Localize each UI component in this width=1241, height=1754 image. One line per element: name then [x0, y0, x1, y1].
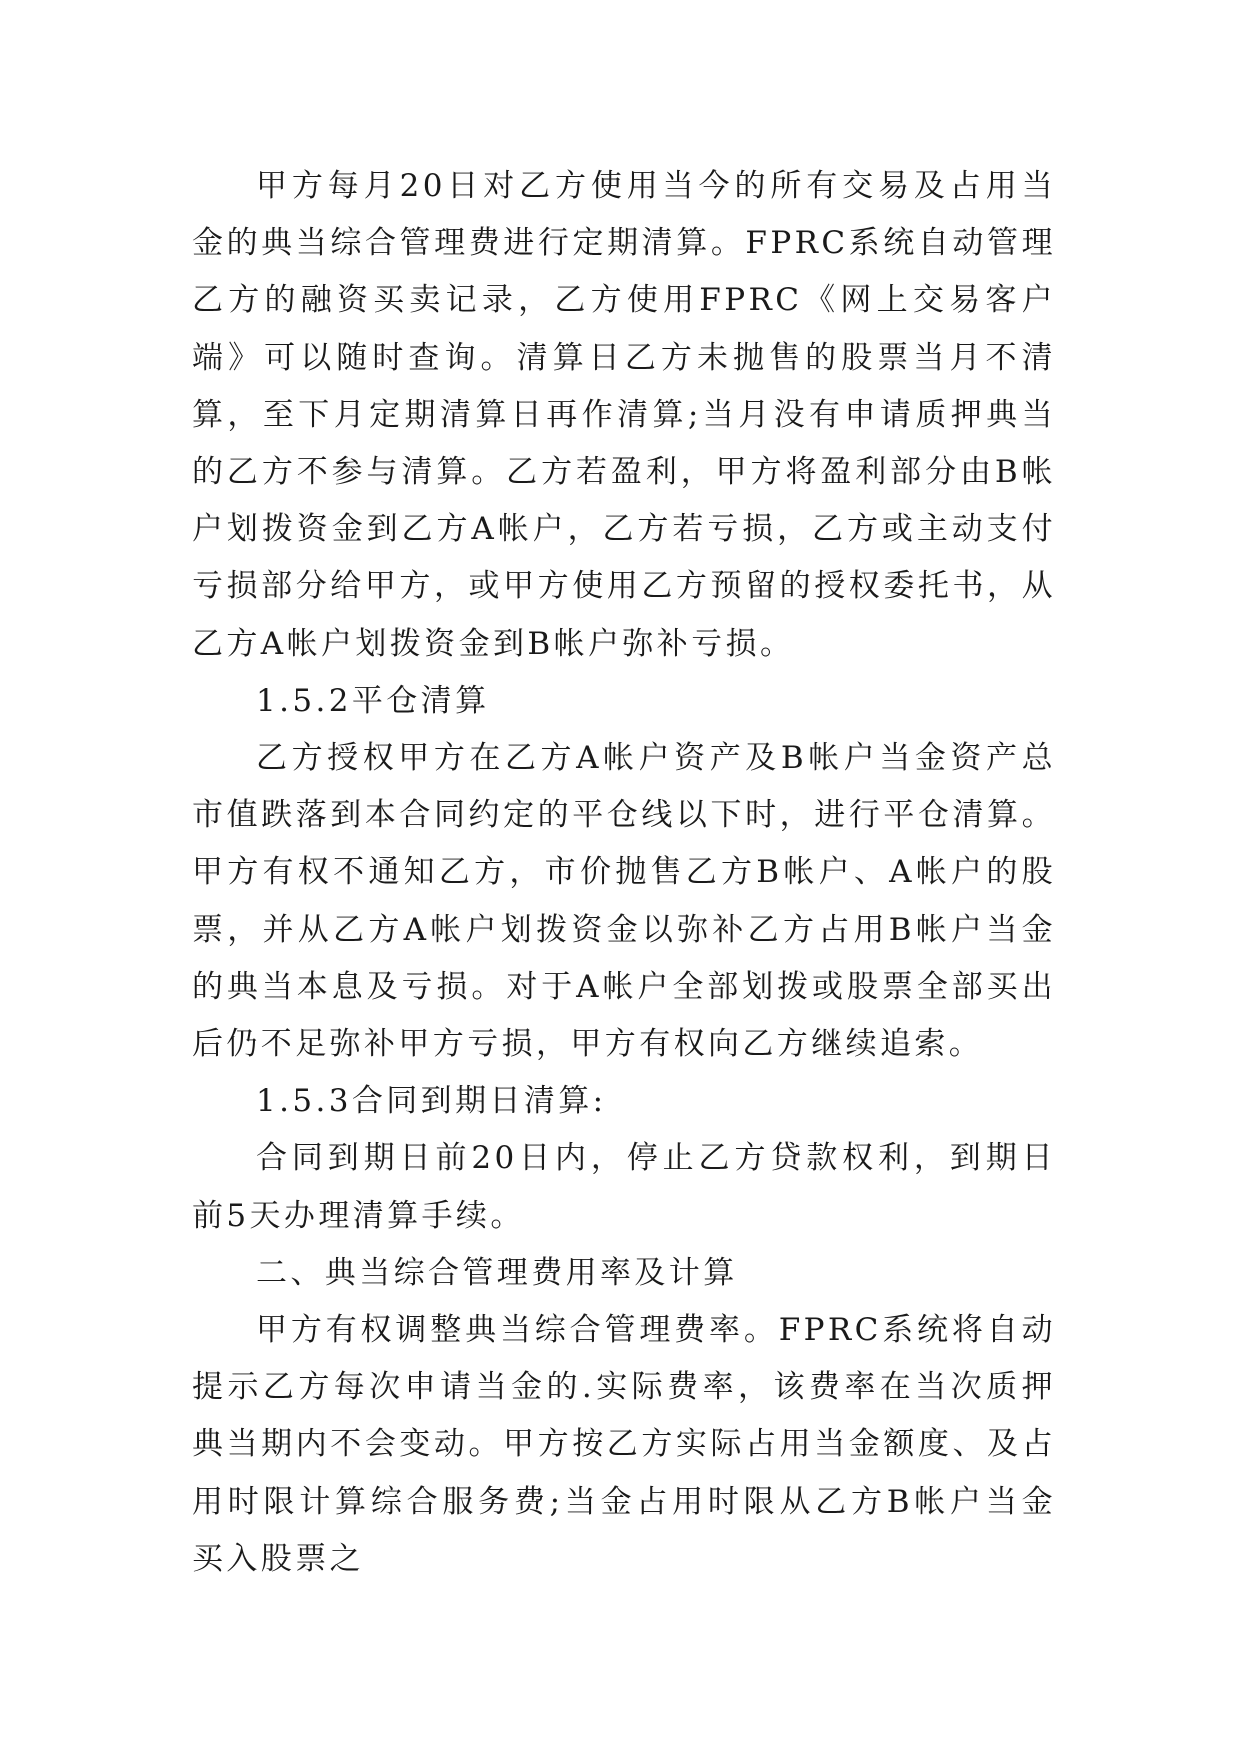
heading-1-5-2-liquidation-settlement: 1.5.2平仓清算 — [256, 682, 490, 719]
paragraph-fee-rate-calculation: 甲方有权调整典当综合管理费率。FPRC系统将自动提示乙方每次申请当金的.实际费率，该费率在当次质押典当期内不会变动。甲方按乙方实际占用当金额度、及占用时限计算综合服务费;当金占用时限从乙方B帐户当金买入股票之 — [192, 1312, 1056, 1577]
heading-section-2-fee-rate: 二、典当综合管理费用率及计算 — [256, 1254, 738, 1291]
document-body — [192, 158, 1056, 1588]
heading-1-5-3-expiry-settlement: 1.5.3合同到期日清算: — [256, 1083, 607, 1120]
paragraph-monthly-settlement: 甲方每月20日对乙方使用当今的所有交易及占用当金的典当综合管理费进行定期清算。FPRC系统自动管理乙方的融资买卖记录，乙方使用FPRC《网上交易客户端》可以随时查询。清算日乙方未抛售的股票当月不清算，至下月定期清算日再作清算;当月没有申请质押典当的乙方不参与清算。乙方若盈利，甲方将盈利部分由B帐户划拨资金到乙方A帐户，乙方若亏损，乙方或主动支付亏损部分给甲方，或甲方使用乙方预留的授权委托书，从乙方A帐户划拨资金到B帐户弥补亏损。 — [192, 168, 1056, 662]
paragraph-liquidation-authorization: 乙方授权甲方在乙方A帐户资产及B帐户当金资产总市值跌落到本合同约定的平仓线以下时，进行平仓清算。甲方有权不通知乙方，市价抛售乙方B帐户、A帐户的股票，并从乙方A帐户划拨资金以弥补乙方占用B帐户当金的典当本息及亏损。对于A帐户全部划拨或股票全部买出后仍不足弥补甲方亏损，甲方有权向乙方继续追索。 — [192, 740, 1056, 1063]
paragraph-expiry-settlement: 合同到期日前20日内，停止乙方贷款权利，到期日前5天办理清算手续。 — [192, 1140, 1056, 1234]
